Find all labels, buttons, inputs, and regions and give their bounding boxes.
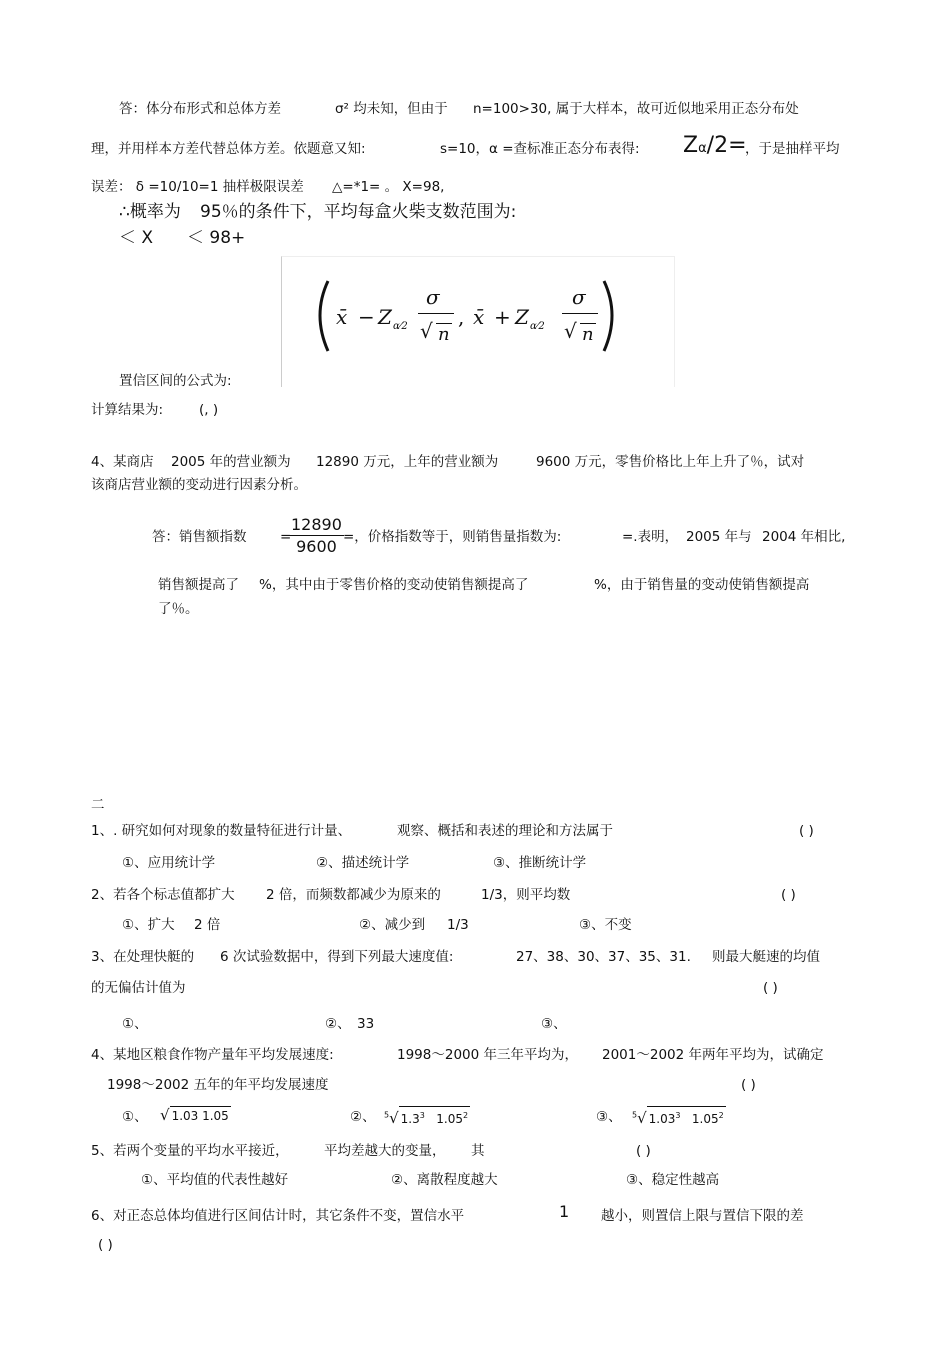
s2-q5-text-c: 其	[471, 1143, 485, 1159]
s2-q5-option-2[interactable]: ②、离散程度越大	[391, 1172, 498, 1188]
minus-sign: −	[358, 305, 375, 329]
answer-line5-b: ＜ 98+	[187, 228, 246, 248]
s2-q5-option-1[interactable]: ①、平均值的代表性越好	[141, 1172, 289, 1188]
s2-q3-option-3[interactable]: ③、	[541, 1016, 567, 1032]
q4-ans-d: 2005 年与	[686, 529, 752, 545]
q4-ans-c: =.表明，	[622, 529, 679, 545]
left-paren	[320, 281, 328, 351]
s2-q3-text-d: 则最大艇速的均值	[712, 949, 820, 965]
s2-q1-option-1[interactable]: ①、应用统计学	[122, 855, 216, 871]
answer-line3-a: 误差： δ =10/10=1 抽样极限误差	[91, 179, 304, 195]
s2-q3-line2: 的无偏估计值为	[91, 980, 186, 996]
answer-line1-b: σ² 均未知，但由于	[335, 101, 448, 117]
right-paren	[604, 281, 612, 351]
q4-ans2-c: %，由于销售量的变动使销售额提高	[594, 577, 810, 593]
answer-line4-a: ∴概率为	[119, 202, 181, 222]
s2-q2-option-1b: 2 倍	[194, 917, 221, 933]
s2-q2-text-c: 1/3，则平均数	[481, 887, 571, 903]
answer-line2-c: ，于是抽样平均	[745, 141, 840, 157]
s2-q4-line2: 1998～2002 五年的年平均发展速度	[107, 1077, 329, 1093]
s2-q3-option-1[interactable]: ①、	[122, 1016, 148, 1032]
s2-q3-text-a: 3、在处理快艇的	[91, 949, 195, 965]
s2-q6-one: 1	[559, 1202, 570, 1221]
s2-q6-text-b: 越小，则置信上限与置信下限的差	[601, 1208, 804, 1224]
s2-q5-text-b: 平均差越大的变量，	[324, 1143, 446, 1159]
s2-q3-answer-blank[interactable]: ( )	[763, 980, 778, 996]
sigma-1: σ	[426, 285, 440, 309]
sqrt-icon-1: √	[420, 319, 433, 343]
q4-line1-a: 4、某商店	[91, 454, 154, 470]
result-label: 计算结果为:	[91, 402, 164, 418]
sqrt-icon: √	[389, 1109, 399, 1127]
q4-line2: 该商店营业额的变动进行因素分析。	[91, 477, 307, 493]
interval-label: 置信区间的公式为:	[119, 373, 232, 389]
s2-q2-option-2b: 1/3	[447, 917, 469, 933]
s2-q1-option-3[interactable]: ③、推断统计学	[493, 855, 587, 871]
s2-q2-answer-blank[interactable]: ( )	[781, 887, 796, 903]
s2-q3-option-2[interactable]: ②、	[325, 1016, 351, 1032]
s2-q4-text-a: 4、某地区粮食作物产量年平均发展速度:	[91, 1047, 334, 1063]
q4-ans2-a: 销售额提高了	[158, 577, 239, 593]
s2-q1-text-b: 观察、概括和表述的理论和方法属于	[397, 823, 613, 839]
s2-q6-text-a: 6、对正态总体均值进行区间估计时，其它条件不变，置信水平	[91, 1208, 465, 1224]
xbar-1: x̄	[336, 305, 348, 329]
s2-q4-option-3-radical: $^5$√ 1.03$^3$ 1.05$^2$	[632, 1106, 726, 1128]
z-2: Z	[515, 305, 529, 329]
answer-line1-c: n=100>30, 属于大样本，故可近似地采用正态分布处	[473, 101, 799, 117]
s2-q1-answer-blank[interactable]: ( )	[799, 823, 814, 839]
s2-q3-option-2b: 33	[357, 1016, 375, 1032]
s2-q4-option-2-radical: $^5$√ $1.3^3$ 1.05$^2$	[384, 1106, 470, 1128]
answer-line5-a: ＜ X	[119, 228, 154, 248]
s2-q4-text-c: 2001～2002 年两年平均为，试确定	[602, 1047, 824, 1063]
q4-line1-c: 12890 万元，上年的营业额为	[316, 454, 499, 470]
n-1: n	[438, 324, 450, 345]
sales-index-fraction	[289, 514, 344, 557]
answer-line2-a: 理，并用样本方差代替总体方差。依题意又知:	[91, 141, 366, 157]
section-heading: 二	[91, 797, 105, 813]
sqrt-icon-2: √	[564, 319, 577, 343]
s2-q2-option-2[interactable]: ②、减少到	[359, 917, 426, 933]
s2-q3-text-b: 6 次试验数据中，得到下列最大速度值:	[220, 949, 454, 965]
s2-q3-text-c: 27、38、30、37、35、31.	[516, 949, 691, 965]
s2-q4-option-3[interactable]: ③、	[596, 1109, 622, 1125]
z-sub-1: α⁄2	[393, 321, 408, 332]
s2-q4-option-1-radical: √ 1.03 1.05	[160, 1106, 229, 1124]
s2-q4-answer-blank[interactable]: ( )	[741, 1077, 756, 1093]
q4-ans-eq: =	[280, 529, 292, 545]
q4-ans-b: =，价格指数等于，则销售量指数为:	[343, 529, 562, 545]
q4-ans-a: 答：销售额指数	[152, 529, 247, 545]
q4-ans3: 了％。	[158, 601, 199, 617]
answer-line4-b: 95％的条件下，平均每盒火柴支数范围为:	[200, 202, 517, 222]
z-1: Z	[378, 305, 392, 329]
z-sub-2: α⁄2	[530, 321, 545, 332]
s2-q4-option-1[interactable]: ①、	[122, 1109, 148, 1125]
sqrt-icon: √	[637, 1109, 647, 1127]
s2-q5-option-3[interactable]: ③、稳定性越高	[626, 1172, 720, 1188]
s2-q5-text-a: 5、若两个变量的平均水平接近，	[91, 1143, 289, 1159]
sigma-2: σ	[572, 285, 586, 309]
s2-q5-answer-blank[interactable]: ( )	[636, 1143, 651, 1159]
s2-q4-option-2[interactable]: ②、	[350, 1109, 376, 1125]
answer-line2-b: s=10，α =查标准正态分布表得:	[440, 141, 640, 157]
s2-q1-text-a: 1、. 研究如何对现象的数量特征进行计量、	[91, 823, 352, 839]
fraction-denominator: 9600	[296, 537, 337, 556]
confidence-interval-formula	[281, 256, 675, 387]
s2-q2-text-b: 2 倍，而频数都减少为原来的	[266, 887, 441, 903]
result-value: (, )	[199, 402, 219, 418]
s2-q6-answer-blank[interactable]: ( )	[98, 1237, 113, 1253]
xbar-2: x̄	[473, 305, 485, 329]
z-alpha-label: Zα/2=	[683, 133, 747, 158]
answer-line1-a: 答：体分布形式和总体方差	[119, 101, 281, 117]
s2-q4-text-b: 1998～2000 年三年平均为，	[397, 1047, 579, 1063]
n-2: n	[582, 324, 594, 345]
s2-q2-option-3[interactable]: ③、不变	[579, 917, 632, 933]
answer-line3-b: △=*1= 。 X=98,	[332, 179, 445, 195]
q4-ans-e: 2004 年相比,	[762, 529, 846, 545]
s2-q1-option-2[interactable]: ②、描述统计学	[316, 855, 410, 871]
q4-ans2-b: %，其中由于零售价格的变动使销售额提高了	[259, 577, 529, 593]
s2-q2-text-a: 2、若各个标志值都扩大	[91, 887, 235, 903]
q4-line1-d: 9600 万元，零售价格比上年上升了％，试对	[536, 454, 805, 470]
comma: ,	[458, 305, 465, 329]
q4-line1-b: 2005 年的营业额为	[171, 454, 291, 470]
sqrt-icon: √	[160, 1106, 170, 1124]
fraction-numerator: 12890	[291, 515, 342, 534]
plus-sign: +	[494, 305, 511, 329]
s2-q2-option-1[interactable]: ①、扩大	[122, 917, 175, 933]
